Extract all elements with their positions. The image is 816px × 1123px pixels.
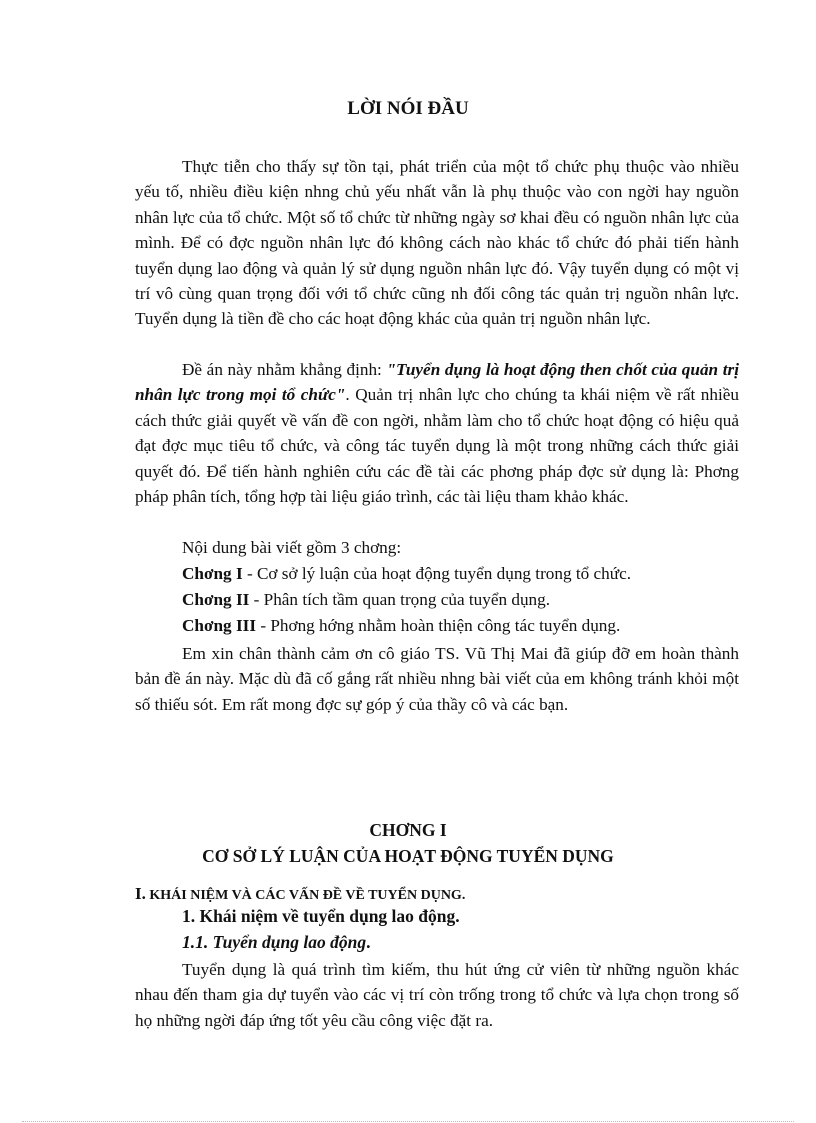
chapter-3-label: Chơng III	[182, 616, 257, 635]
subsubsection-dot: .	[366, 932, 371, 952]
chapter-body-paragraph: Tuyển dụng là quá trình tìm kiếm, thu hút ứng cử viên từ những nguồn khác nhau đến tham gia dự tuyển vào các vị trí còn trống trong tổ chức và lựa chọn trong số họ những ngời đáp ứng tốt yêu cầu công việc đặt ra.	[135, 960, 739, 1030]
p2-rest: . Quản trị nhân lực cho chúng ta khái niệm về rất nhiều cách thức giải quyết về vấn đề con ngời, nhằm làm cho tổ chức hoạt động có hiệu quả đạt đợc mục tiêu tổ chức, và công tác tuyển dụng là một trong những cách thức giải quyết đó. Để tiến hành nghiên cứu các đề tài các phơng pháp đợc sử dụng là: Phơng pháp phân tích, tổng hợp tài liệu giáo trình, các tài liệu tham khảo khác.	[135, 385, 739, 507]
section-heading	[135, 884, 465, 904]
preface-title: LỜI NÓI ĐẦU	[347, 98, 469, 119]
chapter-1-label: Chơng I	[182, 564, 243, 583]
subsubsection-title: 1.1. Tuyển dụng lao động	[182, 932, 367, 952]
chapter-1-text: - Cơ sở lý luận của hoạt động tuyển dụng trong tổ chức.	[242, 564, 632, 583]
chapter-heading: CHƠNG I	[369, 820, 447, 840]
subsubsection-heading	[182, 932, 370, 953]
outline-intro: Nội dung bài viết gồm 3 chơng:	[182, 538, 402, 557]
chapter-2-label: Chơng II	[182, 590, 250, 609]
chapter-2-text: - Phân tích tầm quan trọng của tuyển dụng.	[249, 590, 551, 609]
outline-chapter-1	[182, 564, 631, 584]
page-bottom-rule	[22, 1121, 794, 1122]
p2-emphasis: "Tuyển dụng là hoạt động then chốt của quản trị nhân lực trong mọi tổ chức"	[135, 360, 739, 405]
section-title: KHÁI NIỆM VÀ CÁC VẤN ĐỀ VỀ TUYỂN DỤNG.	[145, 888, 466, 903]
p2-lead: Đề án này nhằm khẳng định:	[182, 360, 387, 379]
subsection-heading: 1. Khái niệm về tuyển dụng lao động.	[182, 906, 460, 926]
outline-chapter-2	[182, 590, 550, 610]
section-number: I.	[135, 884, 146, 903]
preface-paragraph-1: Thực tiễn cho thấy sự tồn tại, phát triển của một tổ chức phụ thuộc vào nhiều yếu tố, nhiều điều kiện nhng chủ yếu nhất vẫn là phụ thuộc vào con ngời hay nguồn nhân lực của tổ chức. Một số tổ chức từ những ngày sơ khai đều có nguồn nhân lực của mình. Để có đợc nguồn nhân lực đó không cách nào khác tổ chức đó phải tiến hành tuyển dụng lao động và quản lý sử dụng nguồn nhân lực đó. Vậy tuyển dụng có một vị trí vô cùng quan trọng đối với tổ chức cũng nh đối công tác quản trị nguồn nhân lực. Tuyển dụng là tiền đề cho các hoạt động khác của quản trị nguồn nhân lực.	[135, 157, 739, 329]
outline-chapter-3	[182, 616, 620, 636]
chapter-subtitle: CƠ SỞ LÝ LUẬN CỦA HOẠT ĐỘNG TUYỂN DỤNG	[202, 846, 614, 866]
preface-paragraph-2	[135, 357, 739, 509]
thanks-paragraph: Em xin chân thành cảm ơn cô giáo TS. Vũ Thị Mai đã giúp đỡ em hoàn thành bản đề án này. Mặc dù đã cố gắng rất nhiều nhng bài viết của em không tránh khỏi một số thiếu sót. Em rất mong đợc sự góp ý của thầy cô và các bạn.	[135, 644, 739, 714]
chapter-3-text: - Phơng hớng nhằm hoàn thiện công tác tuyển dụng.	[256, 616, 621, 635]
